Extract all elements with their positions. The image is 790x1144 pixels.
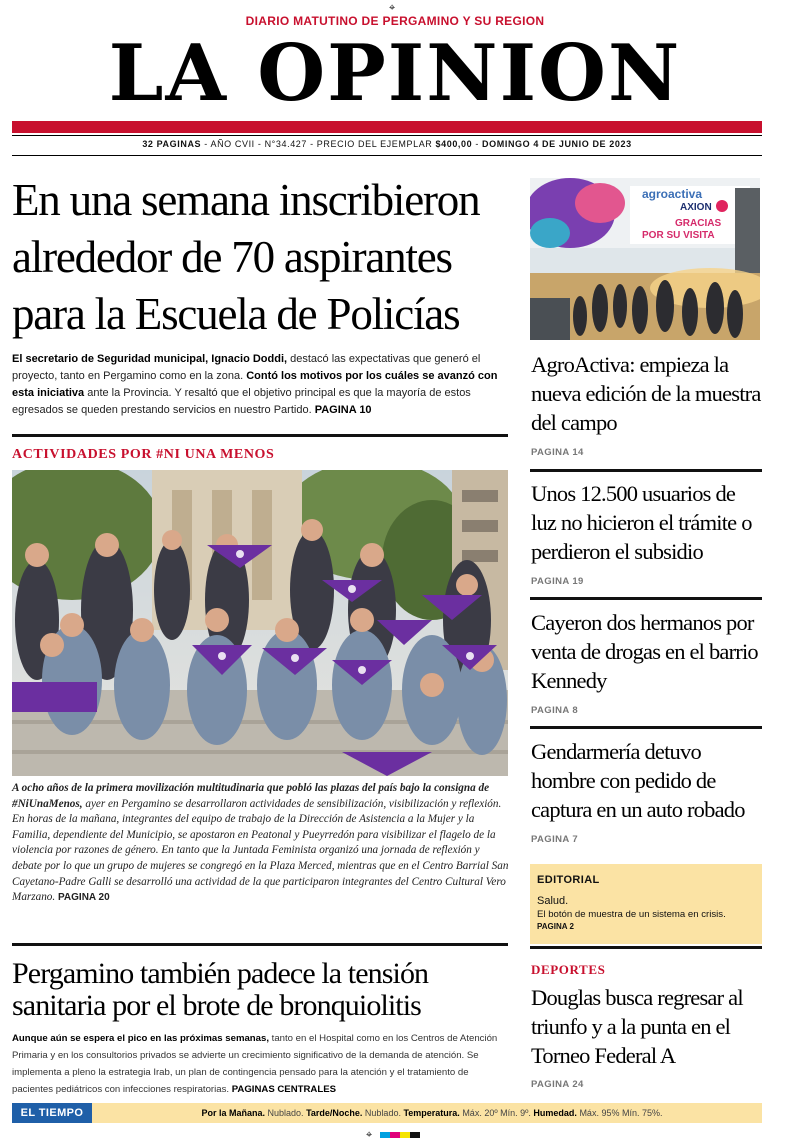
weather-forecast	[102, 1103, 762, 1123]
weather-tag: EL TIEMPO	[12, 1103, 92, 1123]
sidebar-rule	[530, 726, 762, 729]
masthead-title[interactable]: LA OPINION	[108, 28, 682, 119]
sign-por-su-visita: POR SU VISITA	[642, 230, 715, 241]
separator: -	[472, 139, 483, 149]
weather-value: Nublado.	[265, 1108, 307, 1118]
divider	[12, 155, 762, 156]
weather-value: Máx. 95% Mín. 75%.	[576, 1108, 663, 1118]
sign-agroactiva: agroactiva	[642, 187, 703, 201]
caption-body: ayer en Pergamino se desarrollaron actividades de sensibilización, visibilización y reflexión. En horas de la mañana, integrantes del equipo de trabajo de la Dirección de Asistencia a la Mujer y la Familia, dependiente del Municipio, se apostaron en Peatonal y Pueyrredón para visibilizar el flagelo de la violencia por razones de género. En tanto que la Juntada Feminista organizó una jornada de reflexión y debate por lo que un grupo de mujeres se congregó en la Plaza Merced, mientras que en el Centro Barrial San Cayetano-Padre Galli se desarrolló una actividad de la que participaron integrantes del Centro Cultural Vero Marzano.	[12, 797, 509, 904]
sign-axion: AXION	[680, 202, 712, 213]
sidebar-story-page[interactable]: PAGINA 14	[531, 447, 584, 458]
photo-story-kicker: ACTIVIDADES POR #NI UNA MENOS	[12, 447, 275, 462]
editorial-title: EDITORIAL	[537, 874, 600, 886]
editorial-page[interactable]: PAGINA 2	[537, 922, 574, 931]
editorial-box[interactable]	[530, 864, 762, 944]
sidebar-rule	[530, 946, 762, 949]
section-rule	[12, 434, 508, 437]
weather-value: Nublado.	[362, 1108, 404, 1118]
sidebar-rule	[530, 597, 762, 600]
sports-page[interactable]: PAGINA 24	[531, 1079, 584, 1090]
page-ref[interactable]: PAGINA 20	[58, 892, 110, 904]
sidebar-story-headline[interactable]: Cayeron dos hermanos por venta de drogas en el barrio Kennedy	[531, 610, 758, 693]
color-bar	[380, 1132, 390, 1138]
sign-gracias: GRACIAS	[675, 218, 722, 229]
sidebar-story-page[interactable]: PAGINA 7	[531, 834, 579, 845]
agroactiva-photo[interactable]	[530, 178, 760, 340]
issue-date: DOMINGO 4 DE JUNIO DE 2023	[482, 139, 632, 149]
weather-label: Tarde/Noche.	[306, 1108, 363, 1118]
color-bar	[410, 1132, 420, 1138]
section-rule	[12, 943, 508, 946]
registration-mark-icon: ⌖	[389, 1, 396, 14]
lead-text: destacó las expectativas que generó el proyecto, tanto en Pergamino como en la zona.	[12, 353, 481, 382]
sidebar-story-headline[interactable]: AgroActiva: empieza la nueva edición de la muestra del campo	[531, 352, 761, 435]
editorial-item: Salud.	[537, 895, 569, 907]
weather-label: Temperatura.	[403, 1108, 460, 1118]
sports-kicker: DEPORTES	[531, 962, 606, 977]
price: $400,00	[435, 139, 473, 149]
color-bar	[400, 1132, 410, 1138]
sidebar-story-headline[interactable]: Unos 12.500 usuarios de luz no hicieron el trámite o perdieron el subsidio	[531, 481, 752, 564]
page-ref[interactable]: PAGINAS CENTRALES	[231, 1084, 337, 1095]
masthead-red-bar	[12, 121, 762, 133]
issue-info	[12, 139, 762, 149]
lead-bold: Contó los motivos por los cuáles se avanzó con esta iniciativa	[12, 370, 498, 399]
lead-bold: El secretario de Seguridad municipal, Ignacio Doddi,	[12, 353, 288, 365]
masthead-tagline: DIARIO MATUTINO DE PERGAMINO Y SU REGION	[245, 14, 545, 28]
caption-lead: A ocho años de la primera movilización multitudinaria que pobló las plazas del país bajo la consigna de #NiUnaMenos,	[12, 782, 490, 810]
weather-bar	[12, 1103, 762, 1123]
sidebar-story-page[interactable]: PAGINA 8	[531, 705, 579, 716]
divider	[12, 135, 762, 136]
page-ref[interactable]: PAGINA 10	[314, 404, 372, 416]
lead-text: ante la Provincia. Y resaltó que el objetivo principal es que la mayoría de estos egresados se queden prestando servicios en nuestro Partido.	[12, 387, 471, 416]
lead-bold: Aunque aún se espera el pico en las próximas semanas,	[12, 1033, 270, 1044]
sports-headline[interactable]: Douglas busca regresar al triunfo y a la punta en el Torneo Federal A	[531, 985, 743, 1068]
ni-una-menos-photo[interactable]	[12, 470, 508, 776]
main-lead	[12, 351, 512, 419]
lead-text: tanto en el Hospital como en los Centros de Atención Primaria y en los consultorios privados se advierte un crecimiento significativo de la demanda de atención. Se implementa a pleno la estrategia Irab, un plan de contingencia pensado para la atención y el tratamiento de pacientes pediátricos con infecciones respiratorias.	[12, 1033, 498, 1095]
photo-caption	[12, 781, 512, 906]
sidebar-rule	[530, 469, 762, 472]
color-bar	[390, 1132, 400, 1138]
weather-label: Humedad.	[533, 1108, 577, 1118]
page-count: 32 PAGINAS	[142, 139, 202, 149]
issue-number: - AÑO CVII - N°34.427 - PRECIO DEL EJEMPLAR	[201, 139, 436, 149]
sidebar-story-headline[interactable]: Gendarmería detuvo hombre con pedido de captura en un auto robado	[531, 739, 745, 822]
registration-mark-icon: ⌖	[366, 1128, 373, 1141]
weather-value: Máx. 20º Mín. 9º.	[459, 1108, 534, 1118]
weather-label: Por la Mañana.	[201, 1108, 266, 1118]
bronquiolitis-headline[interactable]: Pergamino también padece la tensión sanitaria por el brote de bronquiolitis	[12, 957, 429, 1022]
editorial-item: El botón de muestra de un sistema en crisis.	[537, 909, 726, 920]
main-headline[interactable]: En una semana inscribieron alrededor de 70 aspirantes para la Escuela de Policías	[12, 175, 480, 339]
bronquiolitis-body	[12, 1030, 512, 1098]
sidebar-story-page[interactable]: PAGINA 19	[531, 576, 584, 587]
